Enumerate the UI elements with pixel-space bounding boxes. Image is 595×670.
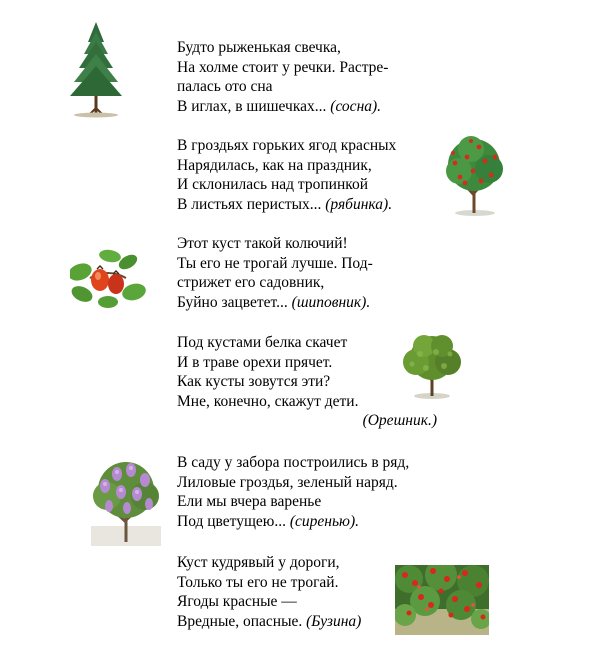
poem-line-last: [177, 195, 396, 215]
riddle-answer: (сосна).: [330, 97, 382, 115]
poem-line: Лиловые гроздья, зеленый наряд.: [177, 473, 398, 491]
poem-line-text: Под цветущею...: [177, 512, 290, 530]
riddle-rosehip: [177, 234, 373, 312]
poem-line-text: Вредные, опасные.: [177, 612, 307, 630]
riddle-elderberry: [177, 553, 361, 631]
poem-line: стрижет его садовник,: [177, 274, 325, 291]
poem-line-last: [177, 612, 361, 632]
rowan-tree-icon: [441, 133, 507, 217]
poem-line: Ягоды красные —: [177, 593, 297, 610]
poem-line: Как кусты зовутся эти?: [177, 373, 331, 390]
poem-line: Нарядилась, как на праздник,: [177, 156, 372, 174]
poem-line: палась ото сна: [177, 78, 273, 95]
rosehip-icon: [70, 248, 146, 310]
poem-line: На холме стоит у речки. Растре-: [177, 58, 389, 76]
poem-line: Этот куст такой колючий!: [177, 235, 348, 252]
poem-line: И в траве орехи прячет.: [177, 353, 333, 371]
riddle-answer: (Орешник.): [362, 412, 437, 429]
poem-line: И склонилась над тропинкой: [177, 176, 369, 193]
poem-line: В саду у забора построились в ряд,: [177, 454, 410, 471]
poem-line: Ели мы вчера варенье: [177, 493, 322, 510]
poem-line: Мне, конечно, скажут дети.: [177, 392, 359, 410]
poem-line-text: В листьях перистых...: [177, 195, 326, 213]
hazel-tree-icon: [398, 332, 466, 400]
poem-line-last: [177, 293, 373, 313]
poem-line: Под кустами белка скачет: [177, 334, 348, 351]
elderberry-bush-icon: [395, 565, 489, 635]
riddle-rowan: [177, 136, 396, 214]
poem-line-text: В иглах, в шишечках...: [177, 97, 331, 115]
poem-line-text: Буйно зацветет...: [177, 293, 292, 311]
riddle-pine: [177, 38, 388, 116]
poem-line: Куст кудрявый у дороги,: [177, 554, 340, 571]
poem-line-last: [177, 97, 388, 117]
poem-line: Будто рыженькая свечка,: [177, 39, 341, 56]
poem-line: Только ты его не трогай.: [177, 573, 339, 591]
riddle-answer: (Бузина): [306, 612, 362, 630]
poem-line: В гроздьях горьких ягод красных: [177, 137, 397, 154]
pine-tree-icon: [64, 20, 128, 118]
lilac-bush-icon: [91, 456, 161, 546]
riddle-lilac: [177, 453, 409, 531]
poem-line-last: [177, 512, 409, 532]
poem-line: Ты его не трогай лучше. Под-: [177, 254, 373, 272]
riddle-answer: (рябинка).: [325, 195, 393, 213]
riddle-answer: (шиповник).: [291, 293, 371, 311]
riddle-answer: (сиренью).: [289, 512, 360, 530]
